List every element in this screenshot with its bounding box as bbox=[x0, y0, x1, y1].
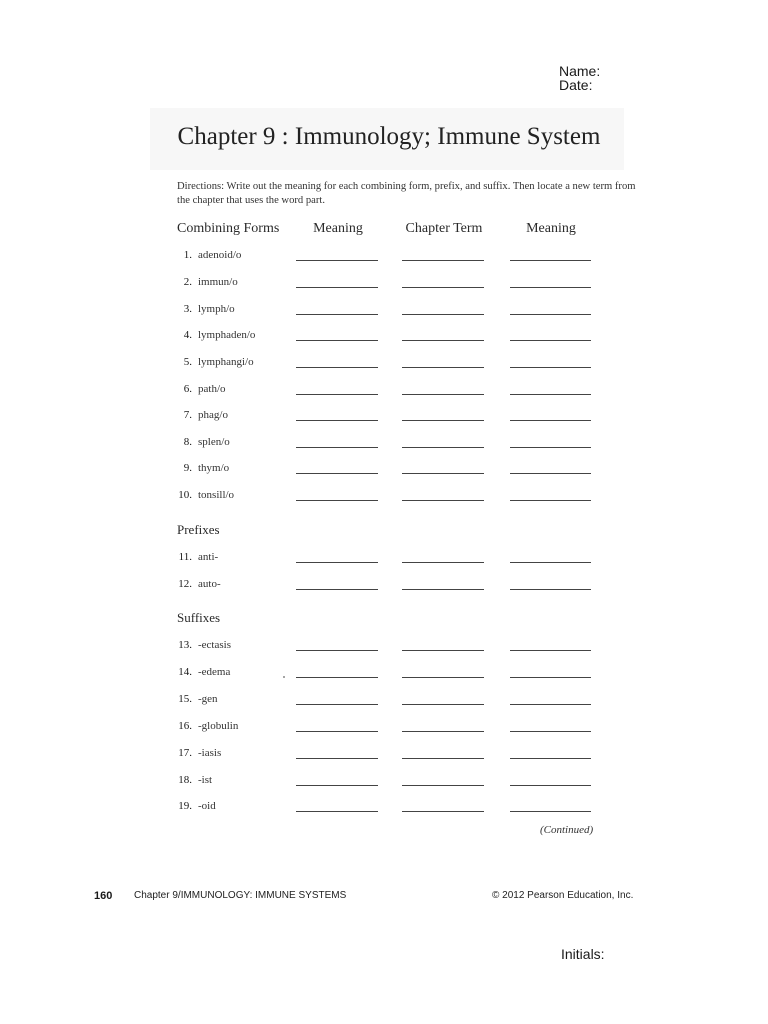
meaning-blank[interactable] bbox=[296, 260, 378, 261]
column-header-chapter-term: Chapter Term bbox=[405, 221, 483, 236]
chapter-term-blank[interactable] bbox=[402, 473, 484, 474]
row-term: -oid bbox=[198, 800, 216, 812]
term-meaning-blank[interactable] bbox=[510, 785, 591, 786]
worksheet-row bbox=[0, 242, 768, 268]
row-term: -globulin bbox=[198, 720, 239, 732]
chapter-term-blank[interactable] bbox=[402, 260, 484, 261]
row-term: phag/o bbox=[198, 409, 228, 421]
row-number: 3. bbox=[183, 303, 192, 315]
row-term: tonsill/o bbox=[198, 489, 235, 501]
chapter-term-blank[interactable] bbox=[402, 367, 484, 368]
meaning-blank[interactable] bbox=[296, 473, 378, 474]
chapter-term-blank[interactable] bbox=[402, 287, 484, 288]
meaning-blank[interactable] bbox=[296, 704, 378, 705]
worksheet-row bbox=[0, 793, 768, 819]
page-title: Chapter 9 : Immunology; Immune System bbox=[177, 123, 601, 150]
row-number: 16. bbox=[178, 720, 192, 732]
worksheet-row bbox=[0, 544, 768, 570]
term-meaning-blank[interactable] bbox=[510, 758, 591, 759]
chapter-term-blank[interactable] bbox=[402, 562, 484, 563]
row-term: lymphangi/o bbox=[198, 356, 254, 368]
name-label: Name: bbox=[559, 63, 601, 79]
row-number: 15. bbox=[178, 693, 192, 705]
row-term: path/o bbox=[198, 383, 226, 395]
term-meaning-blank[interactable] bbox=[510, 589, 591, 590]
worksheet-row bbox=[0, 376, 768, 402]
footer-chapter: Chapter 9/IMMUNOLOGY: IMMUNE SYSTEMS bbox=[134, 890, 347, 901]
row-term: lymphaden/o bbox=[198, 329, 256, 341]
row-number: 11. bbox=[178, 551, 192, 563]
meaning-blank[interactable] bbox=[296, 811, 378, 812]
term-meaning-blank[interactable] bbox=[510, 731, 591, 732]
row-term: immun/o bbox=[198, 276, 238, 288]
chapter-term-blank[interactable] bbox=[402, 758, 484, 759]
term-meaning-blank[interactable] bbox=[510, 287, 591, 288]
row-term: -ectasis bbox=[198, 639, 231, 651]
meaning-blank[interactable] bbox=[296, 758, 378, 759]
row-number: 2. bbox=[183, 276, 192, 288]
chapter-term-blank[interactable] bbox=[402, 314, 484, 315]
row-term: -iasis bbox=[198, 747, 222, 759]
directions-text: Directions: Write out the meaning for each combining form, prefix, and suffix. Then locate a new term from the chapter that uses the word part. bbox=[177, 181, 636, 206]
meaning-blank[interactable] bbox=[296, 589, 378, 590]
chapter-term-blank[interactable] bbox=[402, 731, 484, 732]
worksheet-row bbox=[0, 455, 768, 481]
meaning-blank[interactable] bbox=[296, 677, 378, 678]
row-number: 13. bbox=[178, 639, 192, 651]
row-number: 18. bbox=[178, 774, 192, 786]
worksheet-row bbox=[0, 659, 768, 685]
meaning-blank[interactable] bbox=[296, 562, 378, 563]
column-header-combining-forms: Combining Forms bbox=[177, 221, 280, 236]
continued-note: (Continued) bbox=[540, 824, 594, 836]
term-meaning-blank[interactable] bbox=[510, 260, 591, 261]
row-number: 19. bbox=[178, 800, 192, 812]
term-meaning-blank[interactable] bbox=[510, 704, 591, 705]
initials-label: Initials: bbox=[561, 946, 605, 962]
meaning-blank[interactable] bbox=[296, 650, 378, 651]
term-meaning-blank[interactable] bbox=[510, 500, 591, 501]
term-meaning-blank[interactable] bbox=[510, 420, 591, 421]
chapter-term-blank[interactable] bbox=[402, 650, 484, 651]
worksheet-row bbox=[0, 713, 768, 739]
meaning-blank[interactable] bbox=[296, 785, 378, 786]
row-term: -gen bbox=[198, 693, 218, 705]
row-number: 5. bbox=[183, 356, 192, 368]
chapter-term-blank[interactable] bbox=[402, 420, 484, 421]
worksheet-row bbox=[0, 429, 768, 455]
column-header-meaning-2: Meaning bbox=[526, 221, 576, 236]
row-number: 12. bbox=[178, 578, 192, 590]
worksheet-row bbox=[0, 402, 768, 428]
term-meaning-blank[interactable] bbox=[510, 340, 591, 341]
date-label: Date: bbox=[559, 77, 593, 93]
worksheet-row bbox=[0, 296, 768, 322]
meaning-blank[interactable] bbox=[296, 394, 378, 395]
row-number: 1. bbox=[183, 249, 192, 261]
chapter-term-blank[interactable] bbox=[402, 785, 484, 786]
worksheet-row bbox=[0, 482, 768, 508]
meaning-blank[interactable] bbox=[296, 287, 378, 288]
worksheet-row bbox=[0, 571, 768, 597]
row-term: adenoid/o bbox=[198, 249, 242, 261]
chapter-term-blank[interactable] bbox=[402, 394, 484, 395]
term-meaning-blank[interactable] bbox=[510, 562, 591, 563]
term-meaning-blank[interactable] bbox=[510, 314, 591, 315]
chapter-term-blank[interactable] bbox=[402, 704, 484, 705]
row-term: anti- bbox=[198, 551, 219, 563]
row-term: auto- bbox=[198, 578, 221, 590]
chapter-term-blank[interactable] bbox=[402, 811, 484, 812]
page-number: 160 bbox=[94, 890, 113, 902]
chapter-term-blank[interactable] bbox=[402, 340, 484, 341]
stray-mark bbox=[283, 676, 285, 678]
term-meaning-blank[interactable] bbox=[510, 650, 591, 651]
term-meaning-blank[interactable] bbox=[510, 394, 591, 395]
worksheet-row bbox=[0, 686, 768, 712]
row-term: -edema bbox=[198, 666, 231, 678]
meaning-blank[interactable] bbox=[296, 731, 378, 732]
row-number: 17. bbox=[178, 747, 192, 759]
worksheet-row bbox=[0, 269, 768, 295]
meaning-blank[interactable] bbox=[296, 367, 378, 368]
term-meaning-blank[interactable] bbox=[510, 811, 591, 812]
chapter-term-blank[interactable] bbox=[402, 589, 484, 590]
term-meaning-blank[interactable] bbox=[510, 447, 591, 448]
row-term: splen/o bbox=[198, 436, 230, 448]
row-term: lymph/o bbox=[198, 303, 235, 315]
meaning-blank[interactable] bbox=[296, 420, 378, 421]
row-number: 6. bbox=[183, 383, 192, 395]
row-term: -ist bbox=[198, 774, 213, 786]
term-meaning-blank[interactable] bbox=[510, 367, 591, 368]
worksheet-row bbox=[0, 322, 768, 348]
meaning-blank[interactable] bbox=[296, 314, 378, 315]
row-number: 9. bbox=[183, 462, 192, 474]
meaning-blank[interactable] bbox=[296, 500, 378, 501]
section-heading-prefixes: Prefixes bbox=[177, 522, 220, 537]
meaning-blank[interactable] bbox=[296, 340, 378, 341]
worksheet-row bbox=[0, 349, 768, 375]
term-meaning-blank[interactable] bbox=[510, 473, 591, 474]
worksheet-row bbox=[0, 767, 768, 793]
worksheet-row bbox=[0, 632, 768, 658]
section-heading-suffixes: Suffixes bbox=[177, 610, 221, 625]
worksheet-row bbox=[0, 740, 768, 766]
footer-copyright: © 2012 Pearson Education, Inc. bbox=[492, 890, 634, 901]
row-number: 4. bbox=[183, 329, 192, 341]
chapter-term-blank[interactable] bbox=[402, 447, 484, 448]
row-number: 10. bbox=[178, 489, 192, 501]
row-number: 14. bbox=[178, 666, 192, 678]
row-number: 8. bbox=[183, 436, 192, 448]
term-meaning-blank[interactable] bbox=[510, 677, 591, 678]
column-header-meaning: Meaning bbox=[313, 221, 363, 236]
meaning-blank[interactable] bbox=[296, 447, 378, 448]
chapter-term-blank[interactable] bbox=[402, 677, 484, 678]
row-number: 7. bbox=[183, 409, 192, 421]
row-term: thym/o bbox=[198, 462, 230, 474]
chapter-term-blank[interactable] bbox=[402, 500, 484, 501]
